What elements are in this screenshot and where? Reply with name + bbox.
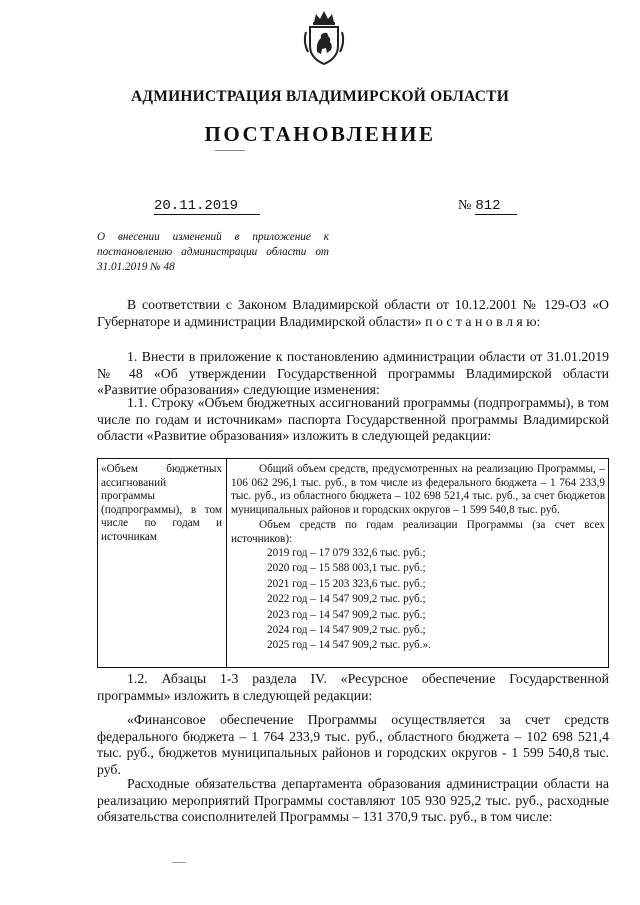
decorative-mark [215, 150, 245, 151]
item-1-1-paragraph: 1.1. Строку «Объем бюджетных ассигнований программы (подпрограммы), в том числе по годам и источникам» паспорта Государственной программы Владимирской области «Развитие образования» изложить в следующей редакции: [97, 395, 609, 443]
table-right-cell [231, 463, 605, 654]
table-year-row: 2020 год – 15 588 003,1 тыс. руб.; [267, 562, 426, 575]
organization-name: АДМИНИСТРАЦИЯ ВЛАДИМИРСКОЙ ОБЛАСТИ [131, 88, 509, 105]
number-label: № [458, 198, 472, 213]
preamble-paragraph: В соответствии с Законом Владимирской области от 10.12.2001 № 129-ОЗ «О Губернаторе и администрации Владимирской области» п о с т а н о в л я ю: [97, 297, 609, 329]
table-year-row: 2022 год – 14 547 909,2 тыс. руб.; [267, 593, 426, 606]
item-1-paragraph: 1. Внести в приложение к постановлению администрации области от 31.01.2019 № 48 «Об утверждении Государственной программы Владимирской области «Развитие образования» следующие изменения: [97, 349, 609, 397]
number-value: 812 [475, 198, 517, 215]
table-total-text: Общий объем средств, предусмотренных на реализацию Программы, – 106 062 296,1 тыс. руб., в том числе из федерального бюджета – 1 764 233,9 тыс. руб., из областного бюджета – 102 698 521,4 тыс. руб., за счет бюджетов муниципальных районов и городских округов – 1 599 540,8 тыс. руб. [231, 463, 605, 516]
table-year-row: 2019 год – 17 079 332,6 тыс. руб.; [267, 547, 426, 559]
table-by-year-heading: Объем средств по годам реализации Программы (за счет всех источников): [231, 519, 605, 545]
financing-paragraph: «Финансовое обеспечение Программы осуществляется за счет средств федерального бюджета – 1 764 233,9 тыс. руб., областного бюджета – 102 698 521,4 тыс. руб., бюджетов муниципальных районов и городских округов - 1 599 540,8 тыс. руб. [97, 712, 609, 777]
decorative-mark [172, 862, 186, 863]
table-year-row: 2023 год – 14 547 909,2 тыс. руб.; [267, 608, 426, 621]
document-number [458, 198, 517, 215]
document-type-title: ПОСТАНОВЛЕНИЕ [204, 122, 436, 146]
coat-of-arms-icon [300, 8, 348, 68]
document-subject: О внесении изменений в приложение к постановлению администрации области от 31.01.2019 № 48 [97, 231, 329, 273]
document-date: 20.11.2019 [154, 198, 260, 215]
table-year-row: 2025 год – 14 547 909,2 тыс. руб.». [267, 639, 431, 652]
budget-table [97, 458, 609, 668]
table-left-cell: «Объем бюджетных ассигнований программы (подпрограммы), в том числе по годам и источникам [101, 463, 222, 543]
item-1-2-paragraph: 1.2. Абзацы 1-3 раздела IV. «Ресурсное обеспечение Государственной программы» изложить в следующей редакции: [97, 671, 609, 703]
obligations-paragraph: Расходные обязательства департамента образования администрации области на реализацию мероприятий Программы составляют 105 930 925,2 тыс. руб., расходные обязательства соисполнителей Программы – 131 370,9 тыс. руб., в том числе: [97, 776, 609, 824]
table-divider [226, 459, 227, 667]
table-year-row: 2024 год – 14 547 909,2 тыс. руб.; [267, 624, 426, 637]
table-years-list [267, 546, 605, 654]
table-year-row: 2021 год – 15 203 323,6 тыс. руб.; [267, 577, 426, 590]
